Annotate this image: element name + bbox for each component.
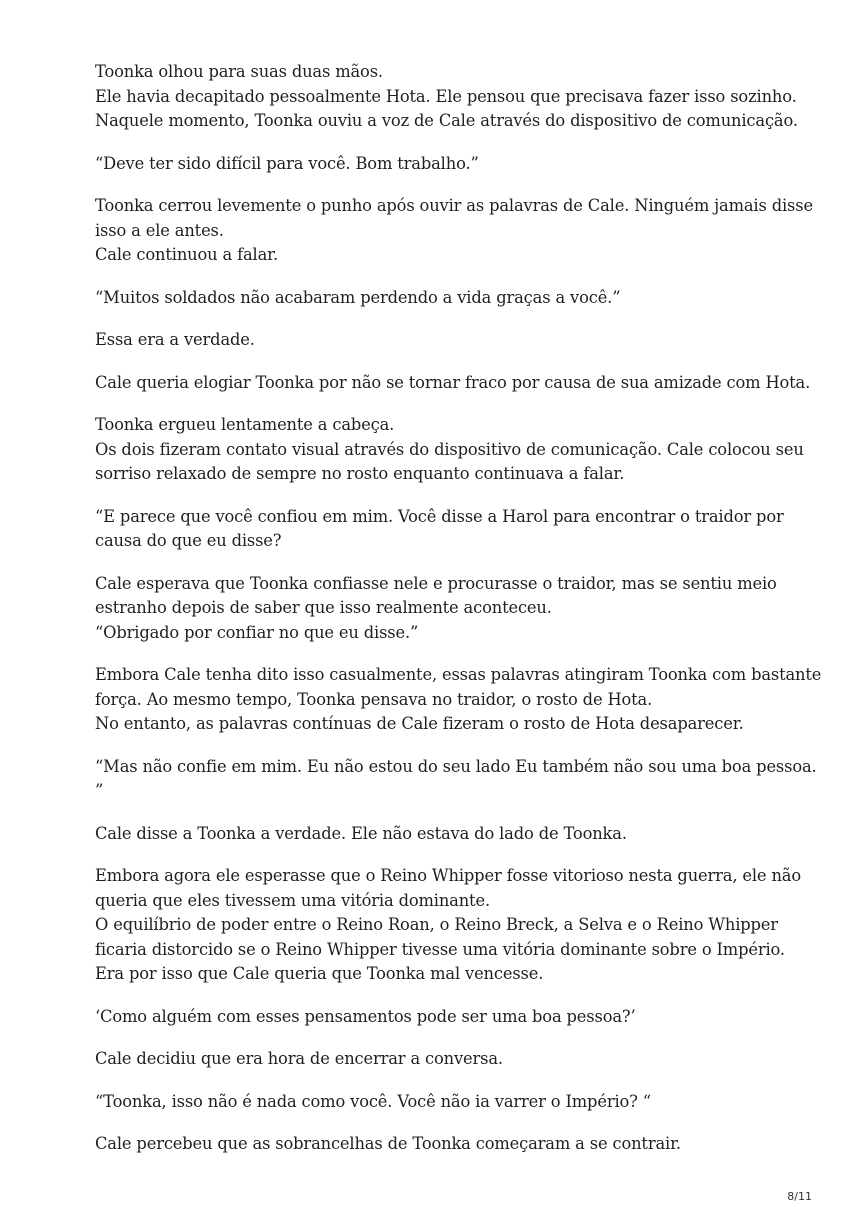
text-line: Era por isso que Cale queria que Toonka mal vencesse. [95,964,544,983]
text-line: ‘Como alguém com esses pensamentos pode ser uma boa pessoa?’ [95,1006,636,1026]
text-line: “Muitos soldados não acabaram perdendo a vida graças a você.” [95,287,621,307]
text-line: “E parece que você confiou em mim. Você disse a Harol para encontrar o traidor por [95,506,784,526]
paragraph [95,413,804,487]
text-line: queria que eles tivessem uma vitória dominante. [95,890,490,910]
text-line: “Toonka, isso não é nada como você. Você não ia varrer o Império? “ [95,1091,651,1111]
paragraph [95,328,800,353]
text-line: Toonka cerrou levemente o punho após ouvir as palavras de Cale. Ninguém jamais disse [95,196,813,215]
paragraph [95,1132,800,1157]
paragraph [95,60,800,134]
text-line: Os dois fizeram contato visual através do dispositivo de comunicação. Cale colocou seu [95,439,804,459]
paragraph [95,755,817,804]
text-line: Toonka olhou para suas duas mãos. [95,62,383,81]
text-line: Cale percebeu que as sobrancelhas de Toonka começaram a se contrair. [95,1134,681,1153]
paragraph [95,1005,800,1030]
text-line: Cale disse a Toonka a verdade. Ele não estava do lado de Toonka. [95,823,627,843]
text-line: sorriso relaxado de sempre no rosto enquanto continuava a falar. [95,464,625,483]
text-line: Naquele momento, Toonka ouviu a voz de Cale através do dispositivo de comunicação. [95,111,798,130]
paragraph [95,194,813,268]
text-line: Cale esperava que Toonka confiasse nele e procurasse o traidor, mas se sentiu meio [95,573,777,593]
paragraph [95,371,811,396]
paragraph [95,1090,800,1115]
text-line: “Deve ter sido difícil para você. Bom trabalho.” [95,153,479,173]
text-line: O equilíbrio de poder entre o Reino Roan, o Reino Breck, a Selva e o Reino Whipper [95,915,778,934]
text-line: “Mas não confie em mim. Eu não estou do seu lado Eu também não sou uma boa pessoa. [95,756,817,776]
text-line: causa do que eu disse? [95,531,282,550]
text-line: isso a ele antes. [95,220,224,240]
page-number: 8/11 [787,1190,812,1203]
text-line: força. Ao mesmo tempo, Toonka pensava no traidor, o rosto de Hota. [95,689,653,709]
paragraph [95,822,800,847]
text-line: Essa era a verdade. [95,330,255,349]
text-line: Embora Cale tenha dito isso casualmente, essas palavras atingiram Toonka com bastante [95,665,822,684]
text-line: Cale queria elogiar Toonka por não se tornar fraco por causa de sua amizade com Hota. [95,372,811,392]
text-line: Toonka ergueu lentamente a cabeça. [95,415,395,434]
paragraph [95,663,822,737]
paragraph [95,505,800,554]
paragraph [95,864,800,987]
text-line: Cale continuou a falar. [95,245,279,264]
text-line: estranho depois de saber que isso realmente aconteceu. [95,598,552,617]
text-line: “Obrigado por confiar no que eu disse.” [95,622,419,642]
text-line: No entanto, as palavras contínuas de Cale fizeram o rosto de Hota desaparecer. [95,714,744,733]
paragraph [95,1047,800,1072]
paragraph [95,572,800,646]
text-line: Embora agora ele esperasse que o Reino Whipper fosse vitorioso nesta guerra, ele não [95,866,801,885]
text-line: Ele havia decapitado pessoalmente Hota. Ele pensou que precisava fazer isso sozinho. [95,86,797,106]
text-line: ” [95,781,104,800]
text-line: ficaria distorcido se o Reino Whipper tivesse uma vitória dominante sobre o Império. [95,939,785,959]
document-body [95,60,822,1175]
paragraph [95,286,800,311]
paragraph [95,152,800,177]
text-line: Cale decidiu que era hora de encerrar a conversa. [95,1049,503,1068]
